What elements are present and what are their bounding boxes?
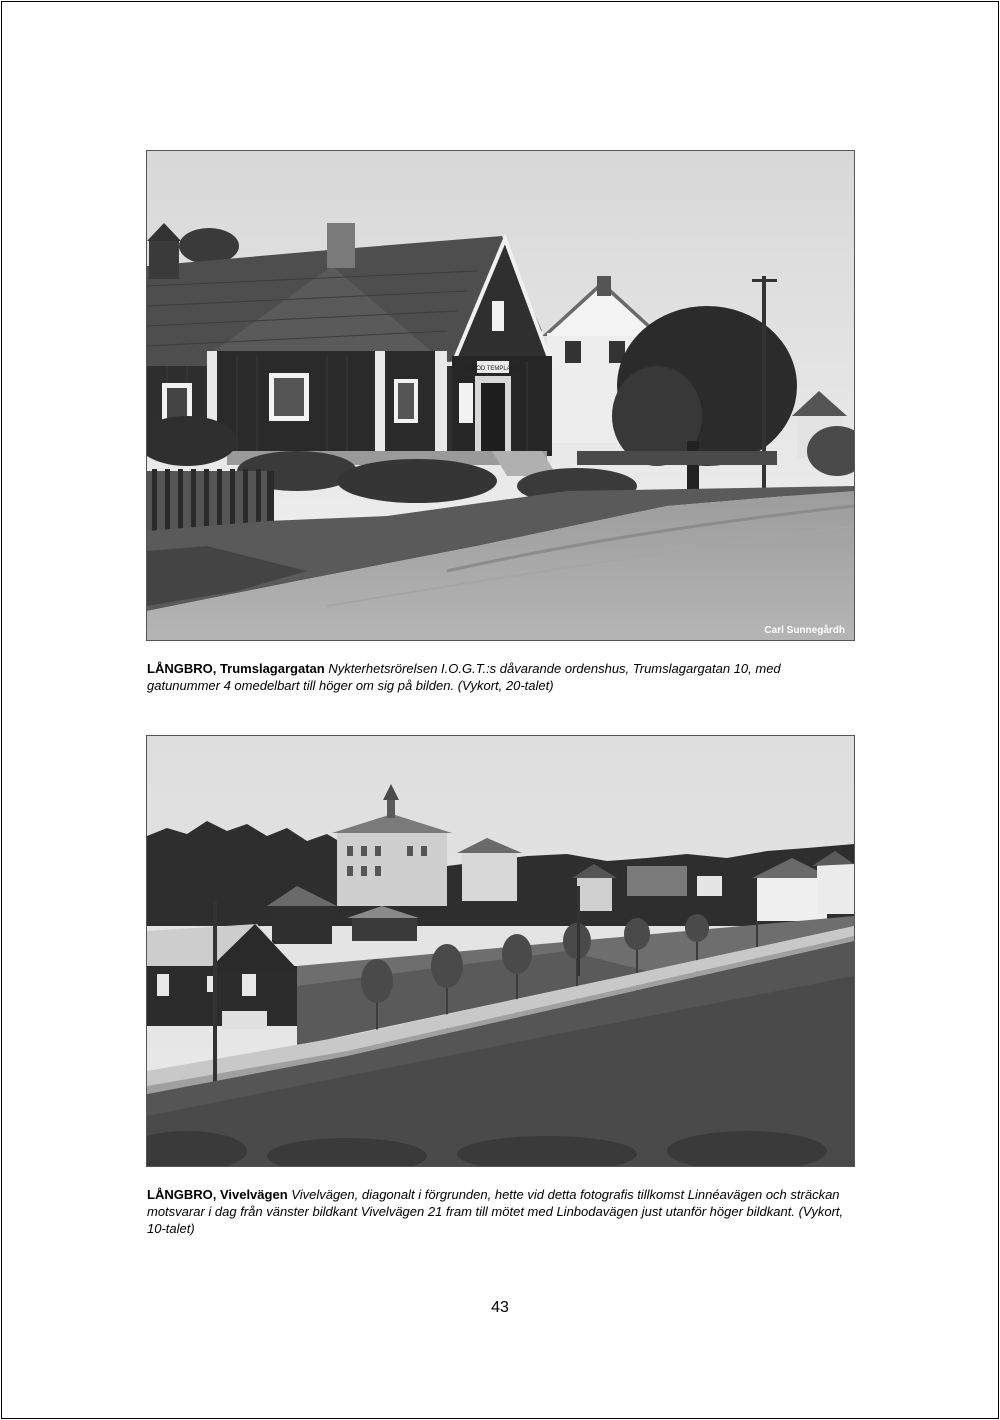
caption-trumslagargatan [147, 660, 857, 694]
photo-trumslagargatan [146, 150, 855, 641]
caption-vivelvagen [147, 1186, 857, 1237]
caption-title: LÅNGBRO, Vivelvägen [147, 1187, 288, 1202]
page-number: 43 [491, 1299, 509, 1316]
photo-signature: Carl Sunnegårdh [764, 625, 845, 636]
caption-text: Nykterhetsrörelsen I.O.G.T.:s dåvarande ordenshus, Trumslagargatan 10, med gatunummer 4 omedelbart till höger om sig på bilden. (Vykort, 20-talet) [147, 661, 781, 693]
photo-vivelvagen [146, 735, 855, 1167]
caption-title: LÅNGBRO, Trumslagargatan [147, 661, 325, 676]
caption-text: Vivelvägen, diagonalt i förgrunden, hette vid detta fotografis tillkomst Linnéavägen och sträckan motsvarar i dag från vänster bildkant Vivelvägen 21 fram till mötet med Linbodavägen just utanför höger bildkant. (Vykort, 10-talet) [147, 1187, 844, 1236]
house-sign-text: GOOD TEMPLARS [466, 366, 520, 372]
